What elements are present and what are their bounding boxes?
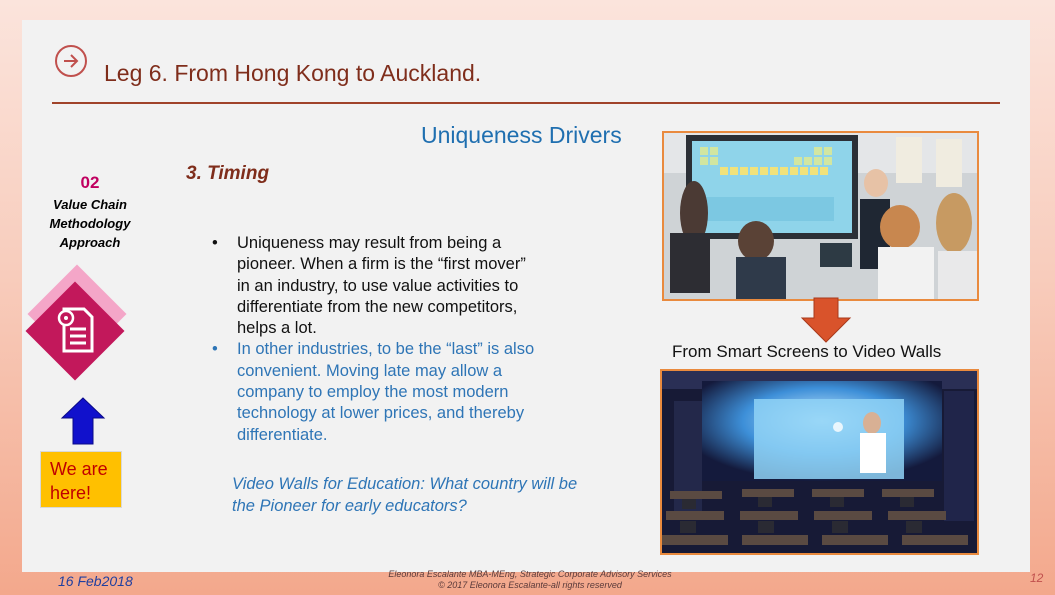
step-label-line: Approach bbox=[59, 235, 121, 250]
bullet-line: differentiate from the new competitors, bbox=[237, 297, 518, 316]
slide-title: Leg 6. From Hong Kong to Auckland. bbox=[104, 60, 482, 86]
footer-credit-line: Eleonora Escalante MBA-MEng, Strategic Corporate Advisory Services bbox=[388, 569, 672, 579]
bullet-line: Uniqueness may result from being a bbox=[237, 234, 502, 252]
footer-credit-line: © 2017 Eleonora Escalante-all rights reserved bbox=[438, 580, 622, 590]
footer-credit bbox=[330, 569, 730, 591]
arrow-up-icon bbox=[60, 396, 106, 446]
timing-subheading: 3. Timing bbox=[186, 163, 270, 184]
section-heading: Uniqueness Drivers bbox=[421, 122, 622, 148]
step-label-line: Methodology bbox=[49, 216, 131, 231]
bullet-line: in an industry, to use value activities to bbox=[237, 276, 519, 295]
title-divider bbox=[52, 102, 1000, 104]
bullet-line: company to employ the most modern bbox=[237, 383, 509, 402]
bullet-line: In other industries, to be the “last” is also bbox=[237, 340, 535, 359]
document-icon bbox=[52, 305, 102, 357]
bullet-line: helps a lot. bbox=[237, 319, 317, 338]
footer-date: 16 Feb2018 bbox=[58, 573, 133, 589]
image-caption: From Smart Screens to Video Walls bbox=[672, 342, 942, 361]
video-wall-classroom-photo bbox=[660, 369, 979, 555]
smart-screen-classroom-photo bbox=[662, 131, 979, 301]
step-number: 02 bbox=[80, 173, 100, 192]
bullet-marker: • bbox=[212, 234, 218, 252]
bullet-line: technology at lower prices, and thereby bbox=[237, 404, 525, 423]
we-are-here-box bbox=[40, 451, 122, 508]
bullet-item bbox=[210, 233, 570, 339]
question-line: the Pioneer for early educators? bbox=[232, 496, 467, 515]
arrow-down-icon bbox=[800, 296, 852, 344]
bullet-line: pioneer. When a firm is the “first mover” bbox=[237, 255, 526, 274]
bullet-line: differentiate. bbox=[237, 425, 328, 444]
page-number: 12 bbox=[1030, 571, 1044, 585]
here-text-line: here! bbox=[50, 483, 92, 503]
bullet-list bbox=[210, 233, 570, 446]
step-label-line: Value Chain bbox=[53, 197, 127, 212]
pioneer-question bbox=[232, 474, 632, 517]
bullet-item bbox=[210, 339, 570, 445]
arrow-circle-icon bbox=[55, 45, 87, 77]
here-text-line: We are bbox=[50, 459, 108, 479]
question-line: Video Walls for Education: What country will be bbox=[232, 475, 578, 493]
bullet-marker: • bbox=[212, 340, 218, 359]
step-label bbox=[30, 195, 150, 252]
bullet-line: convenient. Moving late may allow a bbox=[237, 361, 503, 380]
